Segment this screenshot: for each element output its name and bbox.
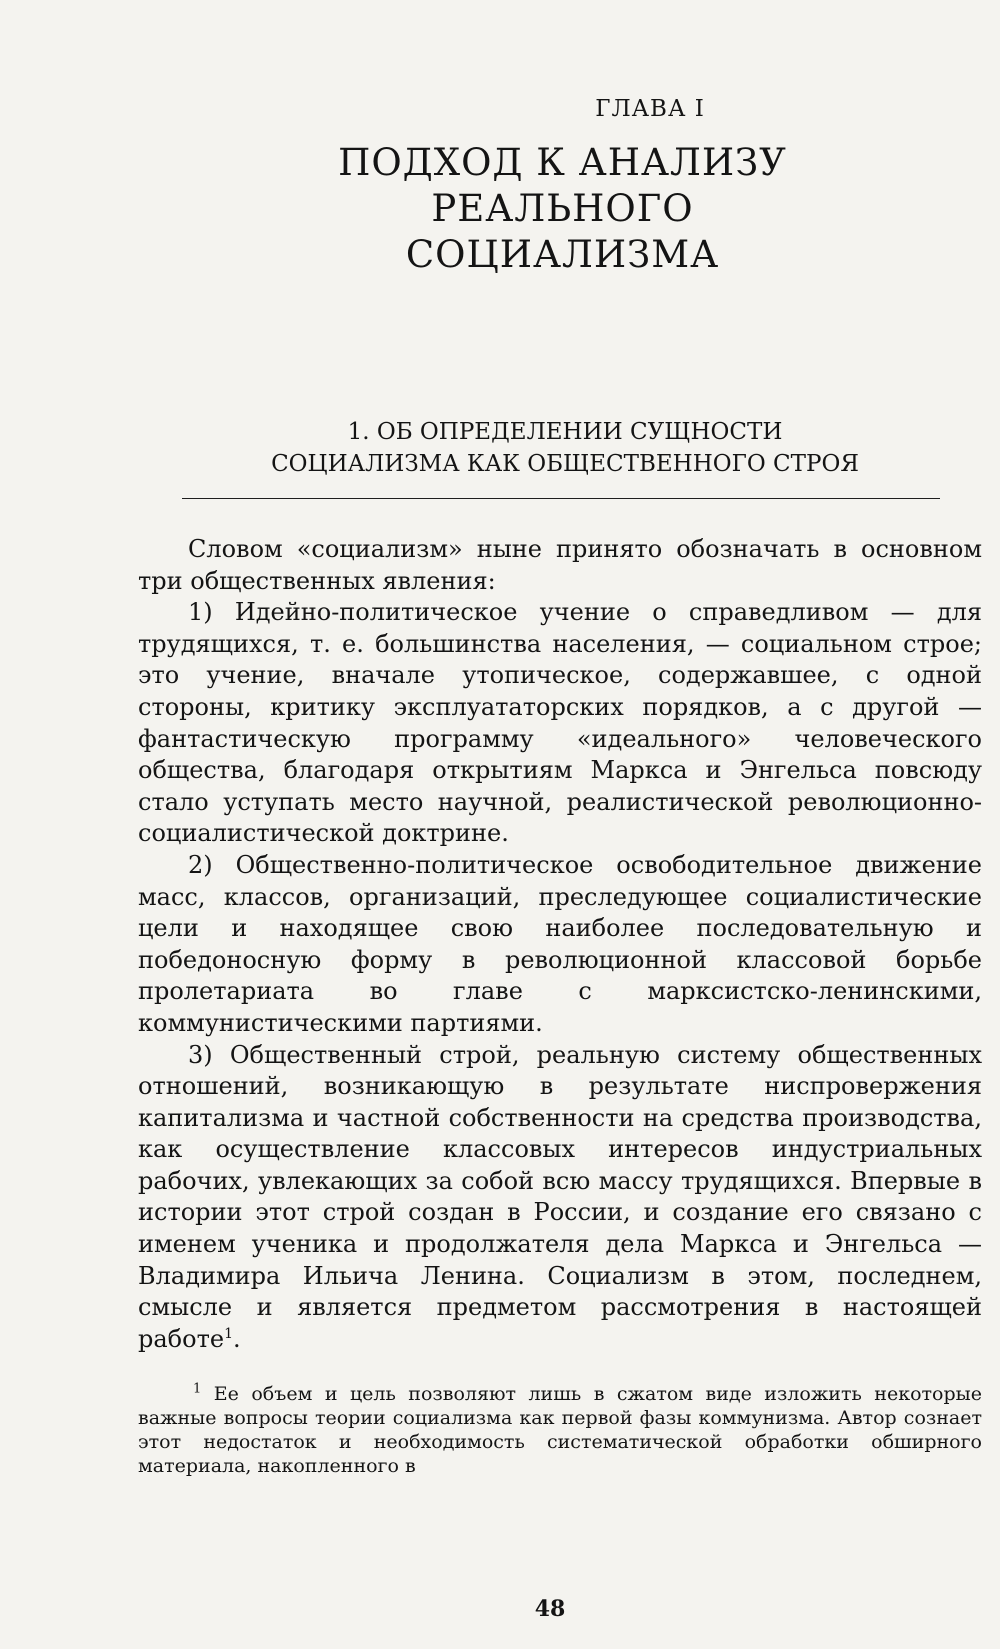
footnote-reference: 1 — [224, 1325, 233, 1342]
footnote — [138, 1382, 982, 1478]
footnote-mark: 1 — [193, 1381, 202, 1397]
chapter-label: ГЛАВА I — [595, 96, 705, 122]
paragraph-item-3-text: 3) Общественный строй, реальную систему общественных отношений, возникающую в результате ниспровержения капитализма и частной собственности на средства производства, как осуществление классовых интересов индустриальных рабочих, увлекающих за собой всю массу трудящихся. Впервые в истории этот строй создан в России, и создание его связано с именем ученика и продолжателя дела Маркса и Энгельса — Владимира Ильича Ленина. Социализм в этом, последнем, смысле и является предметом рассмотрения в настоящей работе — [138, 1040, 982, 1353]
section-divider — [182, 498, 940, 499]
footnote-text: Ее объем и цель позволяют лишь в сжатом виде изложить некоторые важные вопросы теории социализма как первой фазы коммунизма. Автор сознает этот недостаток и необходимость систематической обработки обширного материала, накопленного в — [138, 1383, 982, 1477]
paragraph-item-2: 2) Общественно-политическое освободительное движение масс, классов, организаций, преследующее социалистические цели и находящее свою наиболее последовательную и победоносную форму в революционной классовой борьбе пролетариата во главе с марксистско-ленинскими, коммунистическими партиями. — [138, 850, 982, 1037]
paragraph-item-3-end: . — [232, 1324, 241, 1353]
chapter-title — [290, 140, 835, 278]
section-title-line-1: 1. ОБ ОПРЕДЕЛЕНИИ СУЩНОСТИ — [347, 419, 783, 445]
section-title — [215, 416, 915, 480]
section-title-line-2: СОЦИАЛИЗМА КАК ОБЩЕСТВЕННОГО СТРОЯ — [271, 451, 859, 477]
paragraph-item-1: 1) Идейно-политическое учение о справедливом — для трудящихся, т. е. большинства населения, — социальном строе; это учение, вначале утопическое, содержавшее, с одной стороны, критику эксплуататорских порядков, а с другой — фантастическую программу «идеального» человеческого общества, благодаря открытиям Маркса и Энгельса повсюду стало уступать место научной, реалистической революционно-социалистической доктрине. — [138, 598, 982, 848]
page-number: 48 — [534, 1596, 566, 1622]
chapter-title-line-1: ПОДХОД К АНАЛИЗУ — [338, 141, 787, 184]
body-text — [138, 534, 982, 1355]
paragraph-item-3 — [138, 1040, 982, 1356]
chapter-title-line-2: РЕАЛЬНОГО СОЦИАЛИЗМА — [405, 187, 720, 276]
paragraph-intro: Словом «социализм» ныне принято обозначать в основном три общественных явления: — [138, 535, 982, 595]
footnote-paragraph — [138, 1382, 982, 1478]
